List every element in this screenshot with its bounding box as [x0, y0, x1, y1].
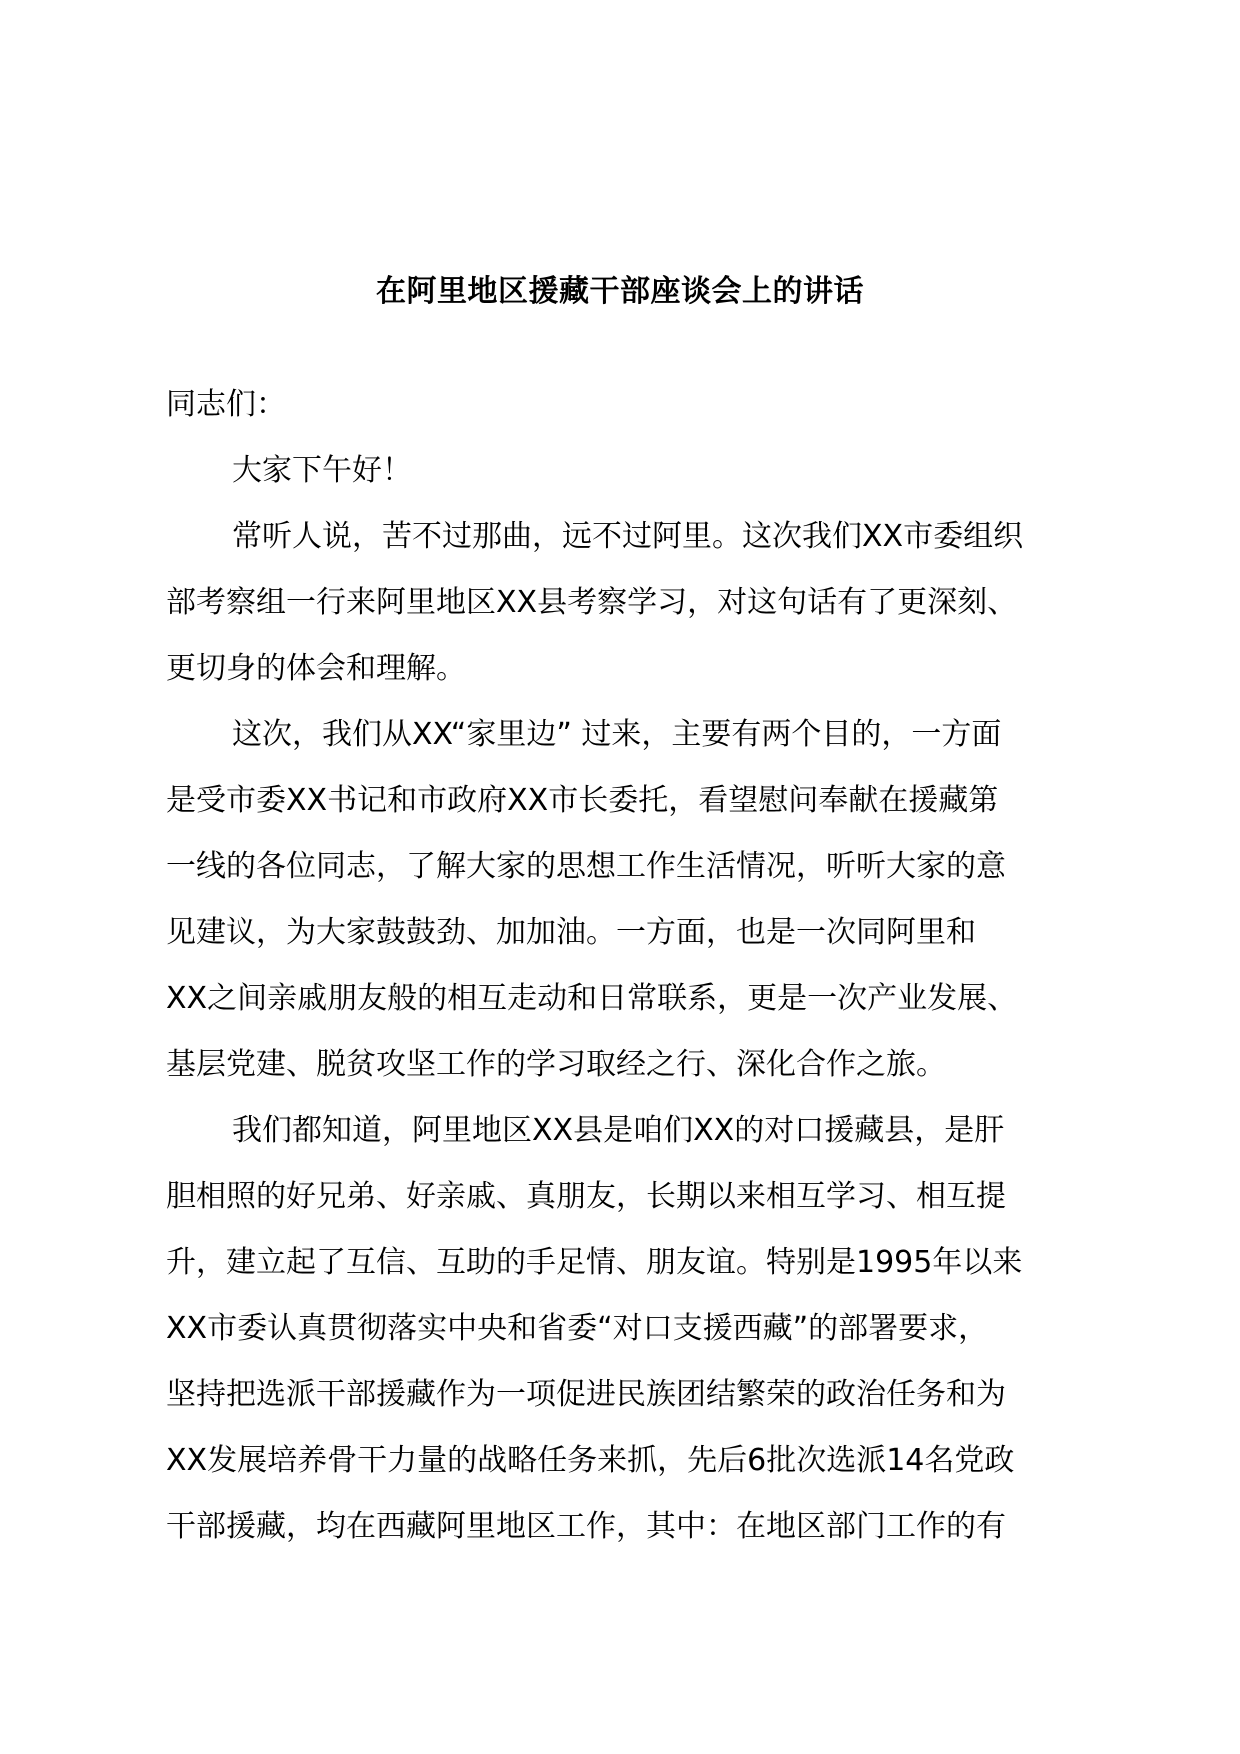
body-line: 部考察组一行来阿里地区XX县考察学习，对这句话有了更深刻、	[166, 585, 1018, 620]
salutation-line: 同志们：	[166, 387, 286, 422]
body-line: 胆相照的好兄弟、好亲戚、真朋友，长期以来相互学习、相互提	[166, 1179, 1006, 1214]
body-line: XX之间亲戚朋友般的相互走动和日常联系，更是一次产业发展、	[166, 981, 1018, 1016]
greeting-line: 大家下午好！	[232, 453, 412, 488]
body-line: 干部援藏，均在西藏阿里地区工作，其中：在地区部门工作的有	[166, 1509, 1006, 1544]
body-line: 这次，我们从XX“家里边” 过来，主要有两个目的，一方面	[232, 717, 1002, 752]
body-line: 是受市委XX书记和市政府XX市长委托，看望慰问奉献在援藏第	[166, 783, 999, 818]
body-line: 坚持把选派干部援藏作为一项促进民族团结繁荣的政治任务和为	[166, 1377, 1006, 1412]
body-line: 基层党建、脱贫攻坚工作的学习取经之行、深化合作之旅。	[166, 1047, 946, 1082]
body-line: 常听人说，苦不过那曲，远不过阿里。这次我们XX市委组织	[232, 519, 1024, 554]
body-line: 更切身的体会和理解。	[166, 651, 466, 686]
body-line: XX发展培养骨干力量的战略任务来抓，先后6批次选派14名党政	[166, 1443, 1015, 1478]
body-line: 升，建立起了互信、互助的手足情、朋友谊。特别是1995年以来	[166, 1245, 1023, 1280]
document-title: 在阿里地区援藏干部座谈会上的讲话	[376, 274, 864, 309]
body-line: XX市委认真贯彻落实中央和省委“对口支援西藏”的部署要求，	[166, 1311, 989, 1346]
body-line: 我们都知道，阿里地区XX县是咱们XX的对口援藏县，是肝	[232, 1113, 1005, 1148]
document-body	[166, 372, 1126, 1560]
body-line: 一线的各位同志，了解大家的思想工作生活情况，听听大家的意	[166, 849, 1006, 884]
body-line: 见建议，为大家鼓鼓劲、加加油。一方面，也是一次同阿里和	[166, 915, 976, 950]
